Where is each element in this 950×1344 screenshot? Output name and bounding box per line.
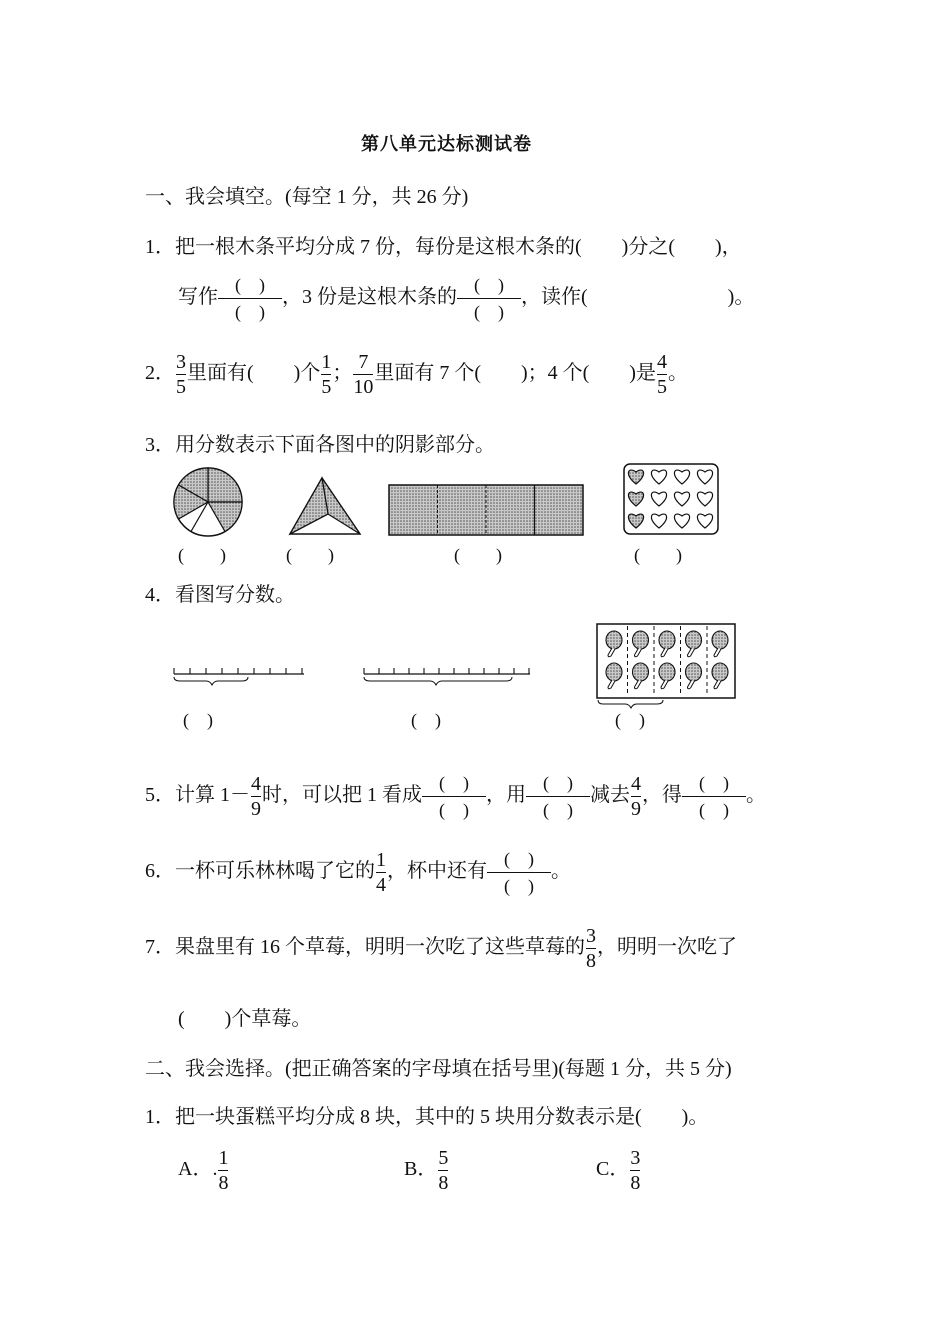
q4-text: 4．看图写分数。 <box>145 584 295 606</box>
icecream-figure <box>595 622 737 708</box>
q5-blank-fraction-2[interactable]: ( ) ( ) <box>526 774 590 819</box>
rectangle-figure <box>388 484 584 536</box>
fraction: $\frac{4}{5}$ <box>656 351 667 398</box>
q4-answer-2[interactable]: ( ) <box>411 710 441 730</box>
q7-line2: ( )个草莓。 <box>178 1008 312 1030</box>
triangle-figure <box>288 476 364 538</box>
fraction: $\frac{3}{8}$ <box>630 1147 641 1194</box>
option-b[interactable]: B． $\frac{5}{8}$ <box>404 1147 449 1194</box>
q3-answer-3[interactable]: ( ) <box>454 545 502 565</box>
q1-mid: ，3 份是这根木条的 <box>282 286 457 309</box>
q3-text: 3．用分数表示下面各图中的阴影部分。 <box>145 434 495 456</box>
q7-line1: 7．果盘里有 16 个草莓，明明一次吃了这些草莓的 $\frac{3}{8}$ ，明明一次吃了 <box>145 925 737 972</box>
page-title: 第八单元达标测试卷 <box>361 134 532 155</box>
q1-line1: 1．把一根木条平均分成 7 份，每份是这根木条的( )分之( )， <box>145 236 742 258</box>
q4-answer-1[interactable]: ( ) <box>183 710 213 730</box>
q5-blank-fraction-1[interactable]: ( ) ( ) <box>422 774 486 819</box>
fraction: $\frac{3}{8}$ <box>586 925 596 972</box>
fraction: $\frac{1}{5}$ <box>321 351 332 398</box>
fraction: $\frac{7}{10}$ <box>353 351 374 398</box>
section-heading-2: 二、我会选择。(把正确答案的字母填在括号里)(每题 1 分，共 5 分) <box>145 1058 732 1080</box>
q4-answer-3[interactable]: ( ) <box>615 710 645 730</box>
q5-blank-fraction-3[interactable]: ( ) ( ) <box>682 774 746 819</box>
fraction: $\frac{5}{8}$ <box>438 1147 449 1194</box>
q6-blank-fraction[interactable]: ( ) ( ) <box>487 850 551 895</box>
q1-line2 <box>178 276 754 321</box>
q6-line: 6．一杯可乐林林喝了它的 $\frac{1}{4}$ ，杯中还有 ( ) ( ) 。 <box>145 849 571 896</box>
ruler-figure-1 <box>172 662 306 688</box>
fraction: $\frac{4}{9}$ <box>631 773 641 820</box>
q3-answer-4[interactable]: ( ) <box>634 545 682 565</box>
q1-read-as: ，读作( )。 <box>521 286 755 309</box>
p2-q1-text: 1．把一块蛋糕平均分成 8 块，其中的 5 块用分数表示是( )。 <box>145 1106 709 1128</box>
q5-line: 5．计算 1－ $\frac{4}{9}$ 时，可以把 1 看成 ( ) ( ) ，用 ( ) ( ) 减去 $\frac{4}{9}$ ，得 ( ) ( ) 。 <box>145 773 766 820</box>
q2-line: 2． $\frac{3}{5}$ 里面有( )个 $\frac{1}{5}$ ； $\frac{7}{10}$ 里面有 7 个( )；4 个( )是 $\frac{4}{5}$ 。 <box>145 351 688 398</box>
hearts-figure <box>623 463 719 535</box>
fraction: $\frac{4}{9}$ <box>251 773 261 820</box>
q1-blank-fraction-1[interactable]: ( ) ( ) <box>218 276 282 321</box>
q3-answer-2[interactable]: ( ) <box>286 545 334 565</box>
q3-answer-1[interactable]: ( ) <box>178 545 226 565</box>
section-heading-1: 一、我会填空。(每空 1 分，共 26 分) <box>145 186 469 208</box>
q1-blank-fraction-2[interactable]: ( ) ( ) <box>457 276 521 321</box>
fraction: $\frac{1}{8}$ <box>218 1147 229 1194</box>
circle-figure <box>172 466 244 538</box>
option-c[interactable]: C． $\frac{3}{8}$ <box>596 1147 641 1194</box>
ruler-figure-2 <box>362 662 532 688</box>
fraction: $\frac{1}{4}$ <box>376 849 386 896</box>
q1-write-as: 写作 <box>178 286 218 309</box>
fraction: $\frac{3}{5}$ <box>176 351 186 398</box>
option-a[interactable]: A．. $\frac{1}{8}$ <box>178 1147 229 1194</box>
